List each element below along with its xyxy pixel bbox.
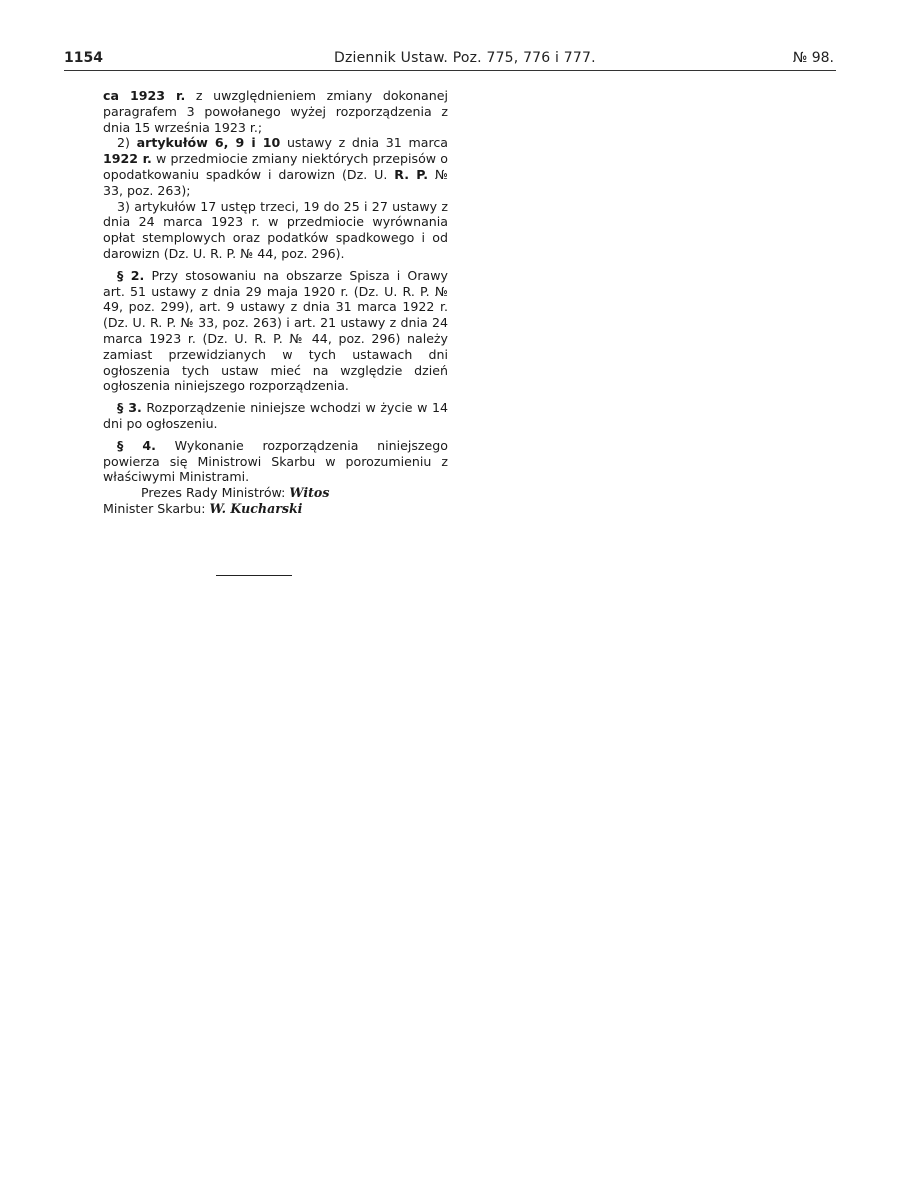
item-2 (103, 135, 448, 198)
header-rule (64, 70, 836, 71)
issue-number: № 98. (792, 50, 834, 66)
paragraph-continuation (103, 88, 448, 135)
continuation-bold: ca 1923 r. (103, 88, 186, 103)
item-2-year: 1922 r. (103, 151, 152, 167)
section-2 (103, 268, 448, 394)
signature-prime-minister (103, 485, 448, 501)
section-3-label: § 3. (117, 400, 142, 416)
prime-minister-name: Witos (289, 485, 330, 501)
section-4-text: Wykonanie rozporządzenia niniejszego powierza się Ministrowi Skarbu w porozumieniu z właściwymi Ministrami. (103, 437, 448, 485)
journal-title: Dziennik Ustaw. Poz. 775, 776 i 777. (334, 50, 596, 66)
section-4-label: § 4. (117, 437, 156, 453)
text-column (103, 88, 448, 517)
page-header (64, 50, 834, 70)
item-2-number: 2) (117, 135, 137, 151)
section-3-text: Rozporządzenie niniejsze wchodzi w życie w 14 dni po ogłoszeniu. (103, 400, 449, 431)
section-2-text: Przy stosowaniu na obszarze Spisza i Orawy art. 51 ustawy z dnia 29 maja 1920 r. (Dz. U. R. P. № 49, poz. 299), art. 9 ustawy z dnia 31 marca 1922 r. (Dz. U. R. P. № 33, poz. 263) i art. 21 ustawy z dnia 24 marca 1923 r. (Dz. U. R. P. № 44, poz. 296) należy zamiast przewidzianych w tych ustawach dni ogłoszenia tych ustaw mieć na względzie dzień ogłoszenia niniejszego rozporządzenia. (103, 267, 448, 394)
prime-minister-label: Prezes Rady Ministrów: (141, 485, 290, 501)
end-rule (216, 575, 292, 576)
continuation-text: z uwzględnieniem zmiany dokonanej paragrafem 3 powołanego wyżej rozporządzenia z dnia 15 września 1923 r.; (103, 88, 448, 135)
page-number: 1154 (64, 50, 103, 66)
item-2-text-a: ustawy z dnia 31 marca (280, 135, 448, 151)
item-2-articles: artykułów 6, 9 i 10 (136, 135, 281, 151)
treasury-minister-label: Minister Skarbu: (103, 500, 210, 516)
item-2-text-c: № 33, poz. 263); (103, 166, 448, 198)
item-3: 3) artykułów 17 ustęp trzeci, 19 do 25 i 27 ustawy z dnia 24 marca 1923 r. w przedmiocie wyrównania opłat stemplowych oraz podatków spadkowego i od darowizn (Dz. U. R. P. № 44, poz. 296). (103, 198, 448, 261)
section-2-label: § 2. (117, 267, 145, 283)
item-2-text-b: w przedmiocie zmiany niektórych przepisów o opodatkowaniu spadków i darowizn (Dz. U. (103, 151, 448, 182)
section-3 (103, 400, 448, 432)
treasury-minister-name: W. Kucharski (209, 500, 303, 516)
item-2-rp: R. P. (394, 166, 428, 182)
section-4 (103, 438, 448, 485)
signature-treasury-minister (103, 501, 448, 517)
